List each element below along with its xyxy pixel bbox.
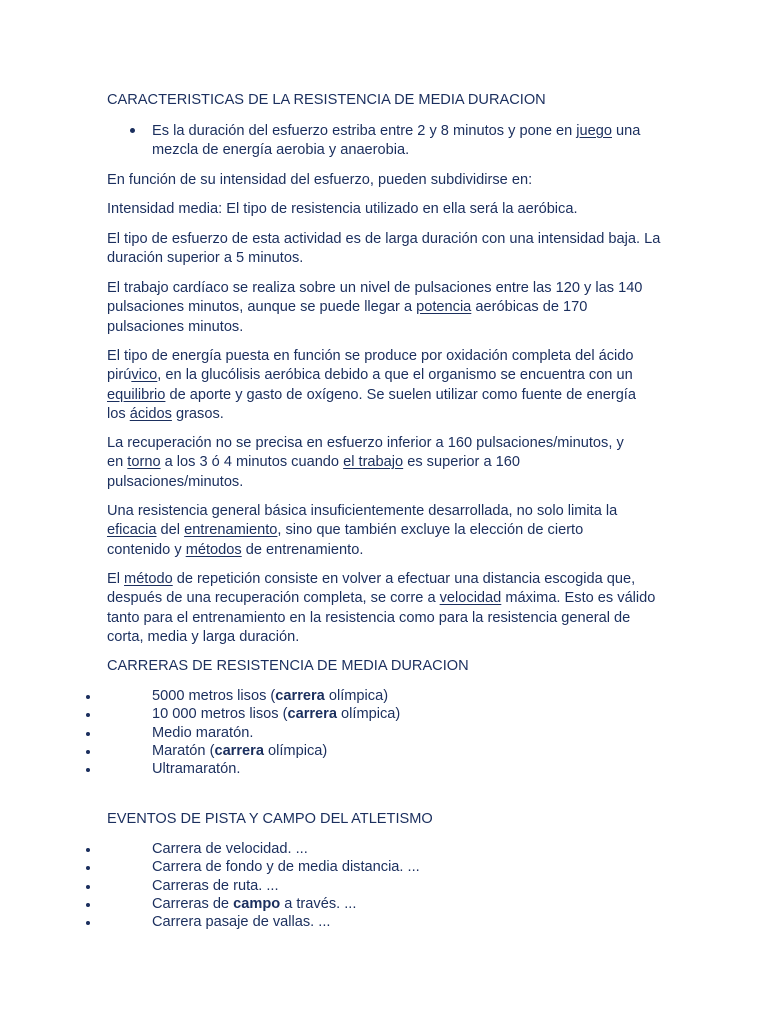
paragraph-trabajo-cardiaco: [107, 279, 667, 337]
list-item: [0, 858, 768, 876]
text-run: máxima. Esto es válido tanto para el entrenamiento en la resistencia como para la resistencia general de corta, media y larga duración.: [107, 590, 656, 645]
item-text-end: olímpica): [324, 688, 389, 704]
bullet-dot: [130, 128, 135, 133]
list-item: [0, 840, 768, 858]
text-run: de repetición consiste en volver a efectuar una distancia escogida que, después de una recuperación completa, se corre a: [107, 571, 636, 607]
item-text-end: olímpica): [263, 742, 328, 759]
paragraph-resistencia-general: [107, 502, 627, 560]
text-run: Una resistencia general básica insuficientemente desarrollada, no solo limita la: [107, 503, 618, 519]
item-text: Medio maratón.: [152, 724, 254, 741]
text-run: , en la glucólisis aeróbica debido a que el organismo se encuentra con un: [157, 367, 633, 384]
link-eficacia[interactable]: eficacia: [107, 522, 157, 539]
item-text: Carreras de: [152, 895, 234, 912]
link-velocidad[interactable]: velocidad: [439, 590, 502, 607]
item-text: 10 000 metros lisos (: [152, 706, 288, 723]
eventos-list: [0, 840, 768, 931]
paragraph-tipo-energia: [107, 347, 637, 424]
text-run: aeróbicas de 170 pulsaciones minutos.: [107, 299, 588, 335]
list-item: [0, 760, 768, 778]
item-text: Carrera de velocidad. ...: [152, 841, 308, 857]
text-run: de aporte y gasto de oxígeno. Se suelen utilizar como fuente de energía los: [107, 386, 636, 422]
link-juego[interactable]: juego: [576, 123, 612, 139]
link-entrenamiento[interactable]: entrenamiento: [184, 522, 278, 539]
bullet-dot: [86, 848, 90, 852]
bullet-text-end: una mezcla de energía aerobia y anaerobia.: [152, 123, 641, 159]
text-run: El tipo de energía puesta en función se produce por oxidación completa del ácido pirú: [107, 348, 634, 384]
item-bold: carrera: [275, 688, 325, 704]
item-text: Carreras de ruta. ...: [152, 877, 279, 894]
bullet-dot: [86, 768, 90, 772]
carreras-list: [0, 687, 768, 778]
paragraph-tipo-esfuerzo: El tipo de esfuerzo de esta actividad es de larga duración con una intensidad baja. La duración superior a 5 minutos.: [107, 231, 661, 267]
bullet-dot: [86, 885, 90, 889]
item-text: Maratón (: [152, 742, 215, 759]
link-potencia[interactable]: potencia: [416, 299, 472, 316]
bullet-dot: [86, 903, 90, 907]
list-item: [0, 895, 768, 913]
item-text: Carrera de fondo y de media distancia. ...: [152, 859, 420, 876]
bullet-duracion: [152, 122, 642, 161]
paragraph-recuperacion: [107, 434, 642, 492]
text-run: La recuperación no se precisa en esfuerzo inferior a 160 pulsaciones/minutos, y en: [107, 435, 624, 471]
paragraph-metodo-repeticion: [107, 570, 657, 647]
bullet-dot: [86, 732, 90, 736]
list-item: [0, 705, 768, 723]
text-run: a los 3 ó 4 minutos cuando: [160, 454, 344, 471]
text-run: El: [107, 571, 125, 587]
item-bold: carrera: [214, 742, 264, 759]
list-item: [0, 913, 768, 931]
item-text: Carrera pasaje de vallas. ...: [152, 914, 331, 931]
list-item: [0, 724, 768, 742]
bullet-text: Es la duración del esfuerzo estriba entre 2 y 8 minutos y pone en: [152, 123, 577, 139]
list-item: [0, 877, 768, 895]
section-heading-resistencia: CARACTERISTICAS DE LA RESISTENCIA DE MEDIA DURACION: [107, 92, 546, 108]
section-heading-carreras: CARRERAS DE RESISTENCIA DE MEDIA DURACION: [107, 658, 469, 674]
item-text-end: olímpica): [336, 706, 401, 723]
link-metodos[interactable]: métodos: [185, 541, 242, 558]
section-heading-eventos: EVENTOS DE PISTA Y CAMPO DEL ATLETISMO: [107, 811, 433, 827]
text-run: , sino que también excluye la elección de cierto contenido y: [107, 522, 584, 558]
list-item: [0, 742, 768, 760]
bullet-dot: [86, 866, 90, 870]
item-text-end: a través. ...: [280, 895, 357, 912]
bullet-dot: [86, 713, 90, 717]
item-text: 5000 metros lisos (: [152, 688, 276, 704]
link-acidos[interactable]: ácidos: [129, 405, 172, 422]
list-item: [0, 687, 768, 705]
text-run: del: [156, 522, 185, 539]
text-run: es superior a 160 pulsaciones/minutos.: [107, 454, 520, 490]
text-run: de entrenamiento.: [241, 541, 364, 558]
paragraph-intensidad-media: Intensidad media: El tipo de resistencia utilizado en ella será la aeróbica.: [107, 201, 578, 217]
link-torno[interactable]: torno: [127, 454, 161, 471]
item-bold: carrera: [287, 706, 337, 723]
text-run: El trabajo cardíaco se realiza sobre un nivel de pulsaciones entre las 120 y las 140 pulsaciones minutos, aunque se puede llegar a: [107, 280, 643, 316]
bullet-dot: [86, 695, 90, 699]
item-bold: campo: [233, 895, 281, 912]
bullet-dot: [86, 921, 90, 925]
item-text: Ultramaratón.: [152, 761, 241, 778]
paragraph-funcion: En función de su intensidad del esfuerzo, pueden subdividirse en:: [107, 172, 533, 188]
link-vico[interactable]: vico: [131, 367, 158, 384]
link-el-trabajo[interactable]: el trabajo: [343, 454, 404, 471]
bullet-dot: [86, 750, 90, 754]
text-run: grasos.: [171, 405, 224, 422]
link-equilibrio[interactable]: equilibrio: [107, 386, 166, 403]
link-metodo[interactable]: método: [124, 571, 173, 587]
